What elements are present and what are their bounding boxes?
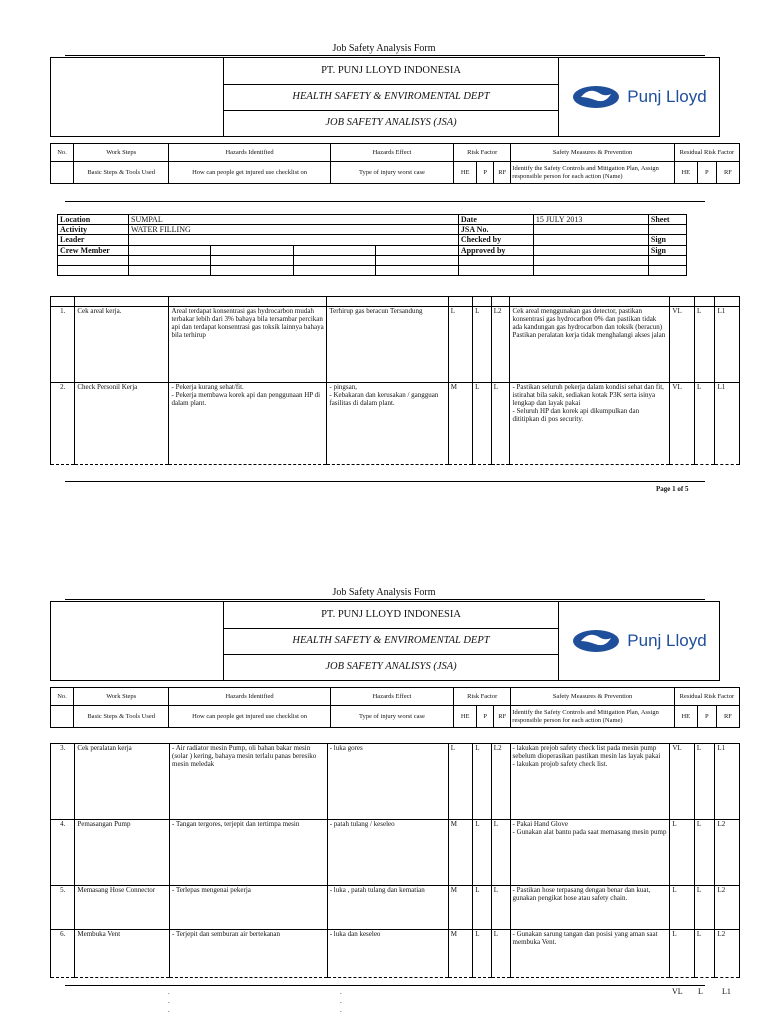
bullet-dots: . . . [340, 988, 342, 1014]
divider [65, 599, 705, 600]
info-table [57, 214, 687, 276]
col-residual: Residual Risk Factor [674, 144, 739, 162]
col-residual-rf: RF [716, 162, 739, 184]
form-title: Job Safety Analysis Form [332, 587, 436, 598]
logo-text: Punj Lloyd [627, 87, 707, 107]
col-work-steps: Work Steps [74, 144, 169, 162]
logo-text: Punj Lloyd [627, 631, 707, 651]
col-residual-he: HE [674, 162, 697, 184]
table-row: 2. Check Personil Kerja - Pekerja kurang sehat/fit. - Pekerja membawa korek api dan penggunaan HP di dalam plant. - pingsan, - Kebakaran dan kerusakan / gangguan fasilitas di dalam plant. M L L - Pastikan seluruh pekerja dalam kondisi sehat dan fit, istirahat bila sakit, sediakan kotak P3K serta isinya lengkap dan layak pakai - Seluruh HP dan korek api dikumpulkan dan dititipkan di pos security. VL L L1 [51, 383, 740, 465]
jsa-no-label: JSA No. [458, 225, 533, 235]
form-title: Job Safety Analysis Form [332, 43, 436, 54]
bullet-dots: . . . [168, 988, 170, 1014]
divider [65, 481, 705, 482]
date-label: Date [458, 215, 533, 225]
table-row: 6. Membuka Vent - Terjepit dan semburan air bertekanan - luka dan keseleo M L L - Gunakan sarung tangan dan posisi yang aman saat membuka Vent. L L L2 [51, 930, 740, 978]
crew-label: Crew Member [58, 245, 129, 255]
col-no-sub [51, 162, 74, 184]
activity-value: WATER FILLING [129, 225, 459, 235]
sheet-label: Sheet [648, 215, 686, 225]
punj-lloyd-logo-icon [571, 628, 621, 654]
header-table [50, 57, 720, 137]
divider [65, 55, 705, 56]
trailing-residual-rf: L1 [722, 987, 731, 996]
leader-label: Leader [58, 235, 129, 245]
dept-name: HEALTH SAFETY & ENVIROMENTAL DEPT [224, 629, 559, 655]
sign-label: Sign [648, 235, 686, 245]
logo [559, 58, 720, 137]
header-table [50, 601, 720, 681]
sign-label: Sign [648, 245, 686, 255]
trailing-residual-he: VL [672, 987, 683, 996]
table-row: 1. Cek areal kerja. Areal terdapat konsentrasi gas hydrocarbon mudah terbakar lebih dari 3% bahaya bila tersambar percikan api dan terdapat konsentrasi gas toksik lainnya bahaya bila terhirup Terhirup gas beracun Tersandung L L L2 Cek areal menggunakan gas detector, pastikan konsentrasi gas hydrocarbon 0% dan pastikan tidak ada kandungan gas hydrocarbon dan toksik (beracun) Pastikan peralatan kerja tidak menghalangi akses jalan VL L L1 [51, 307, 740, 383]
divider [65, 201, 705, 202]
table-row: 3. Cek peralatan kerja - Air radiator mesin Pump, oli bahan bakar mesin (solar ) kering, bahaya mesin terlalu panas beresiko mesin meledak - luka gores L L L2 - lakukan prejob safety check list pada mesin pump sebelum dioperasikan pastikan mesin las layak pakai - lakukan projob safety check list. VL L L1 [51, 744, 740, 820]
col-he: HE [454, 162, 477, 184]
col-risk-factor: Risk Factor [454, 144, 511, 162]
col-rf: RF [494, 162, 511, 184]
logo [559, 602, 720, 681]
table-row: 5. Memasang Hose Connector - Terlepas mengenai pekerja - luka , patah tulang dan kematian M L L - Pastikan hose terpasang dengan benar dan kuat, gunakan pengikat hose atau safety chain. L L L2 [51, 886, 740, 930]
col-safety-measures: Safety Measures & Prevention [511, 144, 674, 162]
col-hazards-identified: Hazards Identified [169, 144, 330, 162]
approved-label: Approved by [458, 245, 533, 255]
company-name: PT. PUNJ LLOYD INDONESIA [224, 58, 559, 85]
column-header: No. Work Steps Hazards Identified Hazards Effect Risk Factor Safety Measures & Prevention Residual Risk Factor Basic Steps & Tools Used How can people get injured use checklist on Type of injury worst case HE P RF Identify the Safety Controls and Mitigation Plan, Assign responsible person for each action (Name) HE P RF [50, 687, 740, 728]
col-p: P [477, 162, 494, 184]
column-header [50, 143, 740, 184]
location-value: SUMPAL [129, 215, 459, 225]
col-basic-steps: Basic Steps & Tools Used [74, 162, 169, 184]
activity-label: Activity [58, 225, 129, 235]
col-identify: Identify the Safety Controls and Mitigation Plan, Assign responsible person for each action (Name) [511, 162, 674, 184]
punj-lloyd-logo-icon [571, 84, 621, 110]
table-row: 4. Pemasangan Pump - Tangan tergores, terjepit dan tertimpa mesin - patah tulang / keseleo M L L - Pakai Hand Glove - Gunakan alat bantu pada saat memasang mesin pump L L L2 [51, 820, 740, 886]
header-blank [51, 602, 224, 681]
jsa-title: JOB SAFETY ANALISYS (JSA) [224, 655, 559, 681]
location-label: Location [58, 215, 129, 225]
trailing-residual-p: L [698, 987, 703, 996]
col-residual-p: P [697, 162, 716, 184]
col-injury-type: Type of injury worst case [330, 162, 453, 184]
dept-name: HEALTH SAFETY & ENVIROMENTAL DEPT [224, 85, 559, 111]
page-number: Page 1 of 5 [656, 485, 689, 493]
jsa-rows-page1 [50, 296, 740, 465]
checked-label: Checked by [458, 235, 533, 245]
jsa-title: JOB SAFETY ANALISYS (JSA) [224, 111, 559, 137]
date-value: 15 JULY 2013 [533, 215, 648, 225]
company-name: PT. PUNJ LLOYD INDONESIA [224, 602, 559, 629]
divider [65, 985, 705, 986]
header-blank [51, 58, 224, 137]
jsa-rows-page2 [50, 743, 740, 978]
col-no: No. [51, 144, 74, 162]
col-hazards-effect: Hazards Effect [330, 144, 453, 162]
col-how-injured: How can people get injured use checklist on [169, 162, 330, 184]
